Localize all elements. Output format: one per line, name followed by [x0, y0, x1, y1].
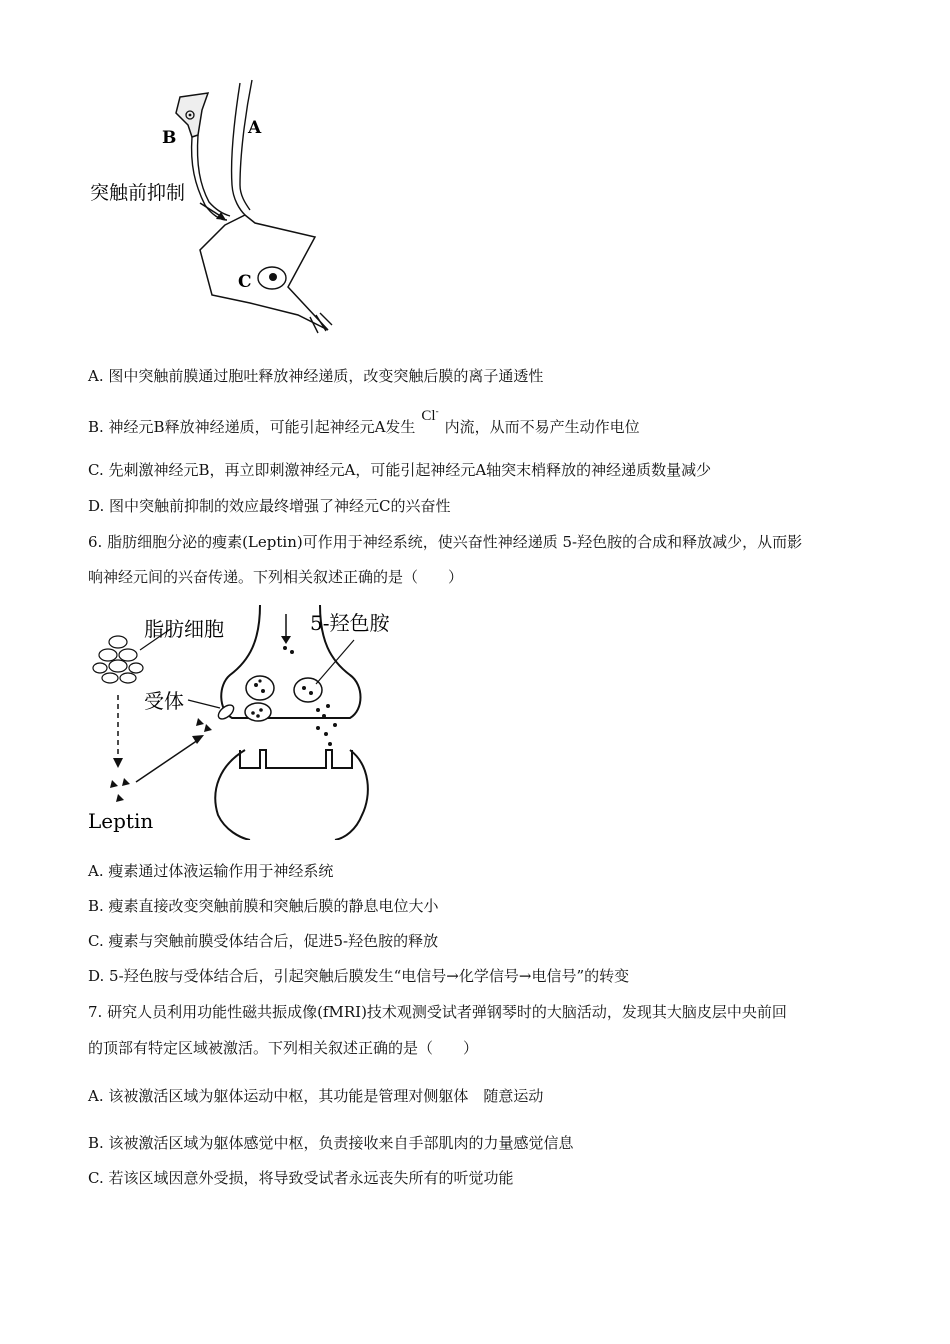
q7-stem-line2: 的顶部有特定区域被激活。下列相关叙述正确的是（ ）	[88, 1039, 479, 1057]
receptor-label: 受体	[144, 689, 184, 713]
label-b: B	[162, 128, 177, 148]
label-c: C	[238, 272, 252, 292]
chloride-ion: Cl-	[421, 406, 439, 424]
q6-stem-line2: 响神经元间的兴奋传递。下列相关叙述正确的是（ ）	[88, 568, 464, 586]
postsynaptic-neuron	[215, 750, 368, 840]
q7-option-c: C. 若该区域因意外受损，将导致受试者永远丧失所有的听觉功能	[88, 1169, 514, 1187]
q5-option-c: C. 先刺激神经元B，再立即刺激神经元A，可能引起神经元A轴突末梢释放的神经递质数量减少	[88, 461, 712, 479]
postsynaptic-membrane-receptors	[240, 750, 352, 768]
q6-option-d: D. 5-羟色胺与受体结合后，引起突触后膜发生“电信号→化学信号→电信号”的转变	[88, 967, 630, 985]
label-a: A	[248, 118, 262, 138]
leptin-synapse-figure	[80, 600, 420, 840]
q6-option-a: A. 瘦素通过体液运输作用于神经系统	[88, 862, 334, 880]
neuron-b-body	[176, 93, 208, 137]
q6-option-c: C. 瘦素与突触前膜受体结合后，促进5-羟色胺的释放	[88, 932, 439, 950]
fat-cell-cluster	[93, 636, 143, 683]
leptin-label: Leptin	[88, 809, 154, 833]
q5-option-a: A. 图中突触前膜通过胞吐释放神经递质，改变突触后膜的离子通透性	[88, 367, 544, 385]
neuron-c-body	[200, 215, 328, 330]
presynaptic-inhibition-label: 突触前抑制	[90, 182, 186, 204]
q5-option-d: D. 图中突触前抑制的效应最终增强了神经元C的兴奋性	[88, 497, 451, 515]
q6-stem-line1: 6. 脂肪细胞分泌的瘦素(Leptin)可作用于神经系统，使兴奋性神经递质 5-羟色胺的合成和释放减少，从而影	[88, 533, 803, 551]
serotonin-label: 5-羟色胺	[310, 611, 390, 635]
q7-stem-line1: 7. 研究人员利用功能性磁共振成像(fMRI)技术观测受试者弹钢琴时的大脑活动，发现其大脑皮层中央前回	[88, 1003, 787, 1021]
q5-option-b-pre: B. 神经元B释放神经递质，可能引起神经元A发生	[88, 418, 416, 436]
leptin-molecules	[110, 778, 130, 802]
q6-option-b: B. 瘦素直接改变突触前膜和突触后膜的静息电位大小	[88, 897, 439, 915]
q5-option-b	[88, 406, 640, 438]
q7-option-a: A. 该被激活区域为躯体运动中枢，其功能是管理对侧躯体 随意运动	[88, 1087, 544, 1105]
presynaptic-inhibition-figure	[80, 75, 350, 345]
q5-option-b-post: 内流，从而不易产生动作电位	[444, 418, 640, 436]
q7-option-b: B. 该被激活区域为躯体感觉中枢，负责接收来自手部肌肉的力量感觉信息	[88, 1134, 574, 1152]
neuron-a-axon	[232, 83, 245, 215]
fat-cell-label: 脂肪细胞	[144, 617, 224, 641]
